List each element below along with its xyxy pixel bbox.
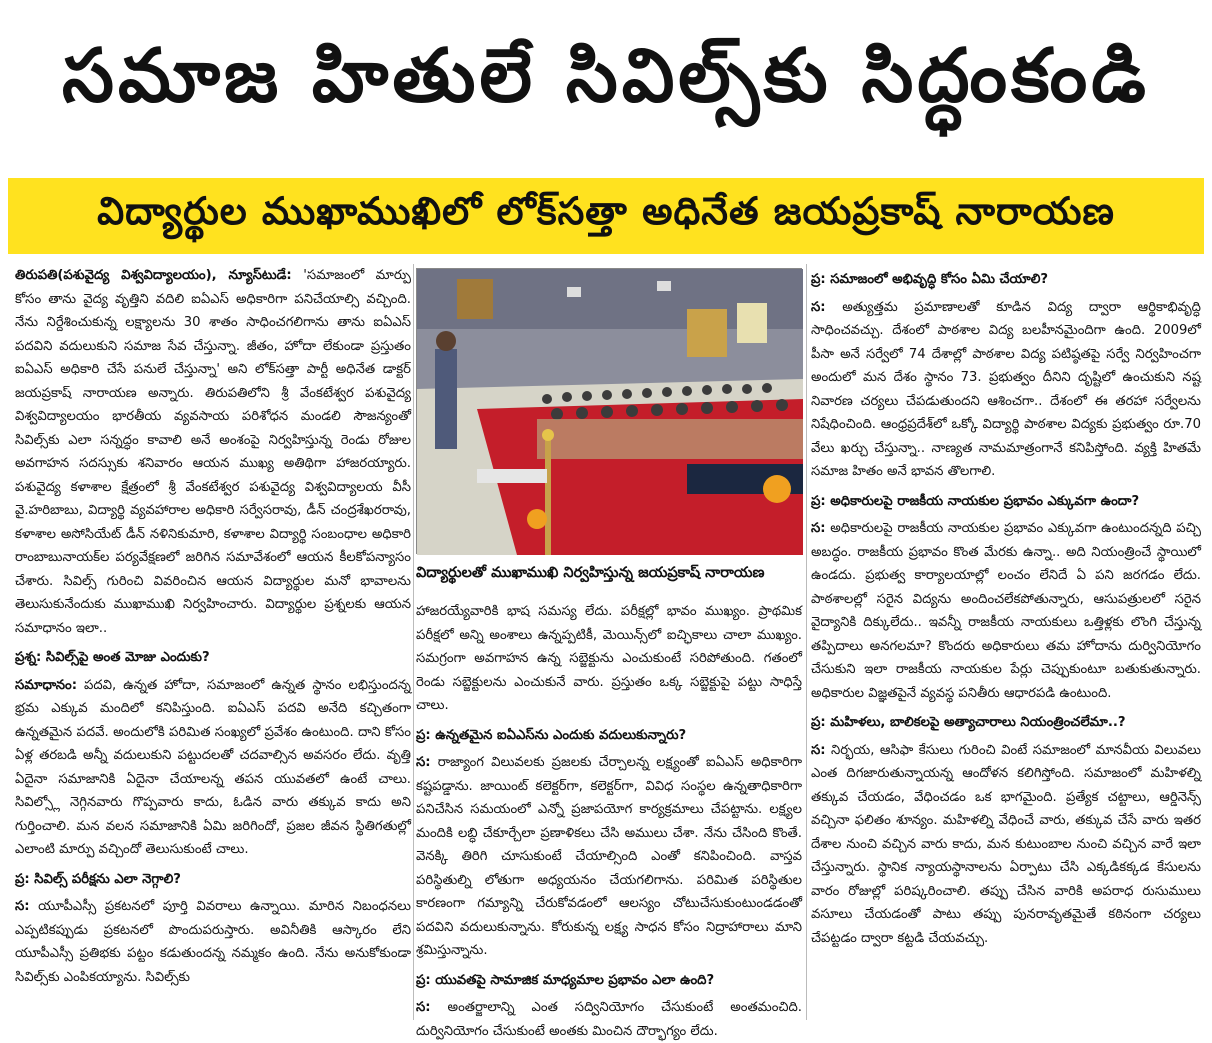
answer-text: యూపీఎస్సీ ప్రకటనలో పూర్తి వివరాలు ఉన్నాయి. మారిన నిబంధనలు ఎప్పటికప్పుడు ప్రకటనలో పొందుపరుస్తారు. అవినీతికి ఆస్కారం లేని యూపీఎస్సీ ప్రతిభకు పట్టం కడుతుందన్న నమ్మకం ఉంది. నేను అనుకోకుండా సివిల్స్‌కు ఎంపికయ్యాను. సివిల్స్‌కు bbox=[15, 899, 411, 985]
dateline: తిరుపతి(పశువైద్య విశ్వవిద్యాలయం), న్యూస్‌టుడే: bbox=[15, 268, 292, 283]
answer-label: స: bbox=[811, 299, 826, 315]
event-photo bbox=[416, 268, 802, 554]
article-column-3 bbox=[811, 264, 1201, 1020]
headline bbox=[0, 0, 1212, 170]
answer-5 bbox=[811, 296, 1201, 484]
article-column-1 bbox=[15, 264, 411, 1020]
answer-label: స: bbox=[811, 521, 826, 536]
answer-text: అంతర్జాలాన్ని ఎంత సద్వినియోగం చేసుకుంటే అంతమంచిది. దుర్వినియోగం చేసుకుంటే అంతకు మించిన దౌర్భాగ్యం లేదు. bbox=[416, 1000, 802, 1039]
column-divider-right bbox=[806, 264, 807, 1020]
answer-7 bbox=[811, 739, 1201, 951]
answer-text: పదవి, ఉన్నత హోదా, సమాజంలో ఉన్నత స్థానం లభిస్తుందన్న భ్రమ ఎక్కువ మందిలో కనిపిస్తుంది. ఐఏఎస్ పదవి అనేది కచ్చితంగా ఉన్నతమైన పదవే. అందులోకి పరిమిత సంఖ్యలో ప్రవేశం ఉంటుంది. దాని కోసం ఏళ్ల తరబడి అన్నీ వదులుకుని పట్టుదలతో చదవాల్సిన అవసరం లేదు. వృత్తి ఏదైనా సమాజానికి ఏదైనా చేయాలన్న తపన యువతలో ఉంటే చాలు. సివిల్స్లో నెగ్గినవారు గొప్పవారు కాదు, ఓడిన వారు తక్కువ కాదు అని గుర్తించాలి. మన వలన సమాజానికి ఏమి జరిగిందో, ప్రజల జీవన స్థితిగతుల్లో ఎలాంటి మార్పు వచ్చిందో తెలుసుకుంటే చాలు. bbox=[15, 677, 411, 857]
intro-text: 'సమాజంలో మార్పు కోసం తాను వైద్య వృత్తిని వదిలి ఐఏఎస్ అధికారిగా పనిచేయాల్సి వచ్చింది. నేను నిర్దేశించుకున్న లక్ష్యాలను 30 శాతం సాధించగలిగాను తాను ఐఏఎస్ పదవిని వదులుకుని సమాజ సేవ చేస్తున్నా. జీతం, హోదా లేకుండా ప్రస్తుతం ఐఏఎస్ అధికారి చేసే పనులే చేస్తున్నా' అని లోక్‌సత్తా పార్టీ అధినేత డాక్టర్ జయప్రకాష్ నారాయణ అన్నారు. తిరుపతిలోని శ్రీ వేంకటేశ్వర పశువైద్య విశ్వవిద్యాలయం భారతీయ వ్యవసాయ పరిశోధన మండలి సౌజన్యంతో సివిల్స్‌కు ఎలా సన్నద్ధం కావాలి అనే అంశంపై నిర్వహిస్తున్న రెండు రోజుల అవగాహన సదస్సుకు శనివారం ఆయన ముఖ్య అతిథిగా హాజరయ్యారు. పశువైద్య కళాశాల క్షేత్రంలో శ్రీ వేంకటేశ్వర పశువైద్య విశ్వవిద్యాలయ వీసీ వై.హరిబాబు, విద్యార్థి వ్యవహారాల అధికారి సర్వేసరావు, డీన్ చంద్రశేఖరరావు, కళాశాల అసోసియేట్ డీన్ నళినికుమారి, కళాశాల విద్యార్థి సంబంధాల అధికారి రాంబాబునాయక్‌ల పర్యవేక్షణలో జరిగిన సమావేశంలో ఆయన కీలకోపన్యాసం చేశారు. సివిల్స్ గురించి వివరించిన ఆయన విద్యార్థుల మనో భావాలను తెలుసుకునేందుకు ముఖాముఖి నిర్వహించారు. విద్యార్థుల ప్రశ్నలకు ఆయన సమాధానం ఇలా.. bbox=[15, 268, 411, 636]
answer-label: స: bbox=[416, 755, 431, 770]
answer-text: నిర్భయ, ఆసిఫా కేసులు గురించి వింటే సమాజంలో మానవీయ విలువలు ఎంత దిగజారుతున్నాయన్న ఆందోళన కలిగిస్తోంది. సమాజంలో మహిళల్ని తక్కువ చేయడం, వేధించడం ఒక భాగమైంది. ప్రత్యేక చట్టాలు, ఆర్డినెన్స్ వచ్చినా ఫలితం శూన్యం. మహిళల్ని వేధించే వారు, తక్కువ చేసే వారు ఇతర దేశాల నుంచి వచ్చిన వారు కాదు, మన కుటుంబాల నుంచి వచ్చిన వారే ఇలా చేస్తున్నారు. స్థానిక న్యాయస్థానాలను ఏర్పాటు చేసి ఎక్కడికక్కడ కేసులను వారం రోజుల్లో పరిష్కరించాలి. తప్పు చేసిన వారికి అపరాధ రుసుములు వసూలు చేయడంతో పాటు తప్పు పునరావృతమైతే కఠినంగా చర్యలు చేపట్టడం ద్వారా కట్టడి చేయవచ్చు. bbox=[811, 742, 1201, 946]
question-6: ప్ర: అధికారులపై రాజకీయ నాయకుల ప్రభావం ఎక్కువగా ఉందా? bbox=[811, 493, 1140, 509]
answer-text: అధికారులపై రాజకీయ నాయకుల ప్రభావం ఎక్కువగా ఉంటుందన్నది పచ్చి అబద్ధం. రాజకీయ ప్రభావం కొంత మేరకు ఉన్నా.. అది నియంత్రించే స్థాయిలో ఉండదు. ప్రభుత్వ కార్యాలయాల్లో లంచం లేనిదే ఏ పని జరగడం లేదు. పాఠశాలల్లో సరైన విద్యను అందించలేకపోతున్నారు, ఆసుపత్రులలో సరైన వైద్యానికి దిక్కులేదు.. ఇవన్నీ రాజకీయ నాయకులు ఒత్తిళ్లకు లొంగి చేస్తున్న తప్పిదాలు అనగలమా? కొందరు అధికారులు తమ హోదాను దుర్వినియోగం చేసుకుని ఇలా రాజకీయ నాయకుల పేర్లు చెప్పుకుంటూ బతుకుతున్నారు. అధికారుల విజ్ఞతపైనే వ్యవస్థ పనితీరు ఆధారపడి ఉంటుంది. bbox=[811, 521, 1201, 701]
photo-caption-text: విద్యార్థులతో ముఖాముఖి నిర్వహిస్తున్న జయప్రకాష్ నారాయణ bbox=[416, 565, 765, 581]
answer-text: రాజ్యాంగ విలువలకు ప్రజలకు చేర్చాలన్న లక్ష్యంతో ఐఏఎస్ అధికారిగా కష్టపడ్డాను. జాయింట్ కలెక్టర్‌గా, కలెక్టర్‌గా, వివిధ సంస్థల ఉన్నతాధికారిగా పనిచేసిన సమయంలో ఎన్నో ప్రజాపయోగ కార్యక్రమాలు చేపట్టాను. లక్ష్యల మందికి లబ్ధి చేకూర్చేలా ప్రణాళికలు చేసి అములు చేశా. నేను చేసింది కొంతే. వెనక్కి తిరిగి చూసుకుంటే చేయాల్సింది ఎంతో కనిపించింది. వాస్తవ పరిస్థితుల్ని లోతుగా అధ్యయనం చేయగలిగాను. పరిమిత పరిస్థితుల కారణంగా గమ్యాన్ని చేరుకోవడంలో ఆలస్యం చోటుచేసుకుంటుండడంతో పదవిని వదులుకున్నాను. కోరుకున్న లక్ష్య సాధన కోసం నిద్రాహారాలు మాని శ్రమిస్తున్నాను. bbox=[416, 755, 802, 958]
answer-3 bbox=[416, 751, 802, 963]
photo-caption bbox=[416, 558, 802, 592]
article-intro bbox=[15, 264, 411, 640]
headline-text: సమాజ హితులే సివిల్స్‌కు సిద్ధంకండి bbox=[62, 33, 1150, 119]
answer-6 bbox=[811, 517, 1201, 705]
column2-text: హాజరయ్యేవారికి భాష సమస్య లేదు. పరీక్షల్లో భావం ముఖ్యం. ప్రాథమిక పరీక్షలో అన్ని అంశాలు ఉన్నప్పటికీ, మెయిన్స్‌లో ఐచ్ఛికాలు చాలా ముఖ్యం. సమగ్రంగా అవగాహన ఉన్న సబ్జెక్టును ఎంచుకుంటే సరిపోతుంది. గతంలో రెండు సబ్జెక్టులను ఎంచుకునే వారు. ప్రస్తుతం ఒక్క సబ్జెక్టుపై పట్టు సాధిస్తే చాలు. bbox=[416, 604, 802, 713]
question-1: ప్రశ్న: సివిల్స్‌పై అంత మోజు ఎందుకు? bbox=[15, 650, 210, 665]
answer-2 bbox=[15, 895, 411, 989]
answer-1 bbox=[15, 674, 411, 862]
answer-label: స: bbox=[15, 899, 30, 914]
answer-label: స: bbox=[811, 742, 826, 758]
question-4: ప్ర: యువతపై సామాజిక మాధ్యమాల ప్రభావం ఎలా ఉంది? bbox=[416, 972, 715, 988]
answer-4 bbox=[416, 996, 802, 1043]
subheadline-banner bbox=[8, 178, 1204, 254]
article-column-2 bbox=[416, 600, 802, 1039]
answer-label: స: bbox=[416, 1000, 431, 1015]
answer-text: అత్యుత్తమ ప్రమాణాలతో కూడిన విద్య ద్వారా ఆర్థికాభివృద్ధి సాధించవచ్చు. దేశంలో పాఠశాల విద్య బలహీనమైందిగా ఉంది. 2009లో పీసా అనే సర్వేలో 74 దేశాల్లో పాఠశాల విద్య పటిష్ఠతపై సర్వే నిర్వహించగా అందులో మన దేశం స్థానం 73. ప్రభుత్వం దీనిని దృష్టిలో ఉంచుకుని నష్ట నివారణ చర్యలు చేపడుతుందని ఆశించగా.. దేశంలో ఈ తరహా సర్వేలను నిషేధించింది. ఆంధ్రప్రదేశ్‌లో ఒక్కో విద్యార్థి పాఠశాల విద్యకు ప్రభుత్వం రూ.70 వేలు ఖర్చు చేస్తున్నా.. నాణ్యత నామమాత్రంగానే కనిపిస్తోంది. వ్యక్తి హితమే సమాజ హితం అనే భావన తొలగాలి. bbox=[811, 299, 1201, 479]
column-divider-left bbox=[413, 264, 414, 1020]
question-2: ప్ర: సివిల్స్ పరీక్షను ఎలా నెగ్గాలి? bbox=[15, 871, 181, 887]
answer-label: సమాధానం: bbox=[15, 677, 77, 693]
question-5: ప్ర: సమాజంలో అభివృద్ధి కోసం ఏమి చేయాలి? bbox=[811, 272, 1049, 287]
question-7: ప్ర: మహిళలు, బాలికలపై అత్యాచారాలు నియంత్రించలేమా..? bbox=[811, 715, 1126, 730]
question-3: ప్ర: ఉన్నతమైన ఐఏఎస్‌ను ఎందుకు వదులుకున్నారు? bbox=[416, 727, 687, 743]
auditorium-photo-illustration bbox=[417, 269, 803, 555]
subheadline-text: విద్యార్థుల ముఖాముఖిలో లోక్‌సత్తా అధినేత జయప్రకాష్ నారాయణ bbox=[97, 189, 1115, 233]
